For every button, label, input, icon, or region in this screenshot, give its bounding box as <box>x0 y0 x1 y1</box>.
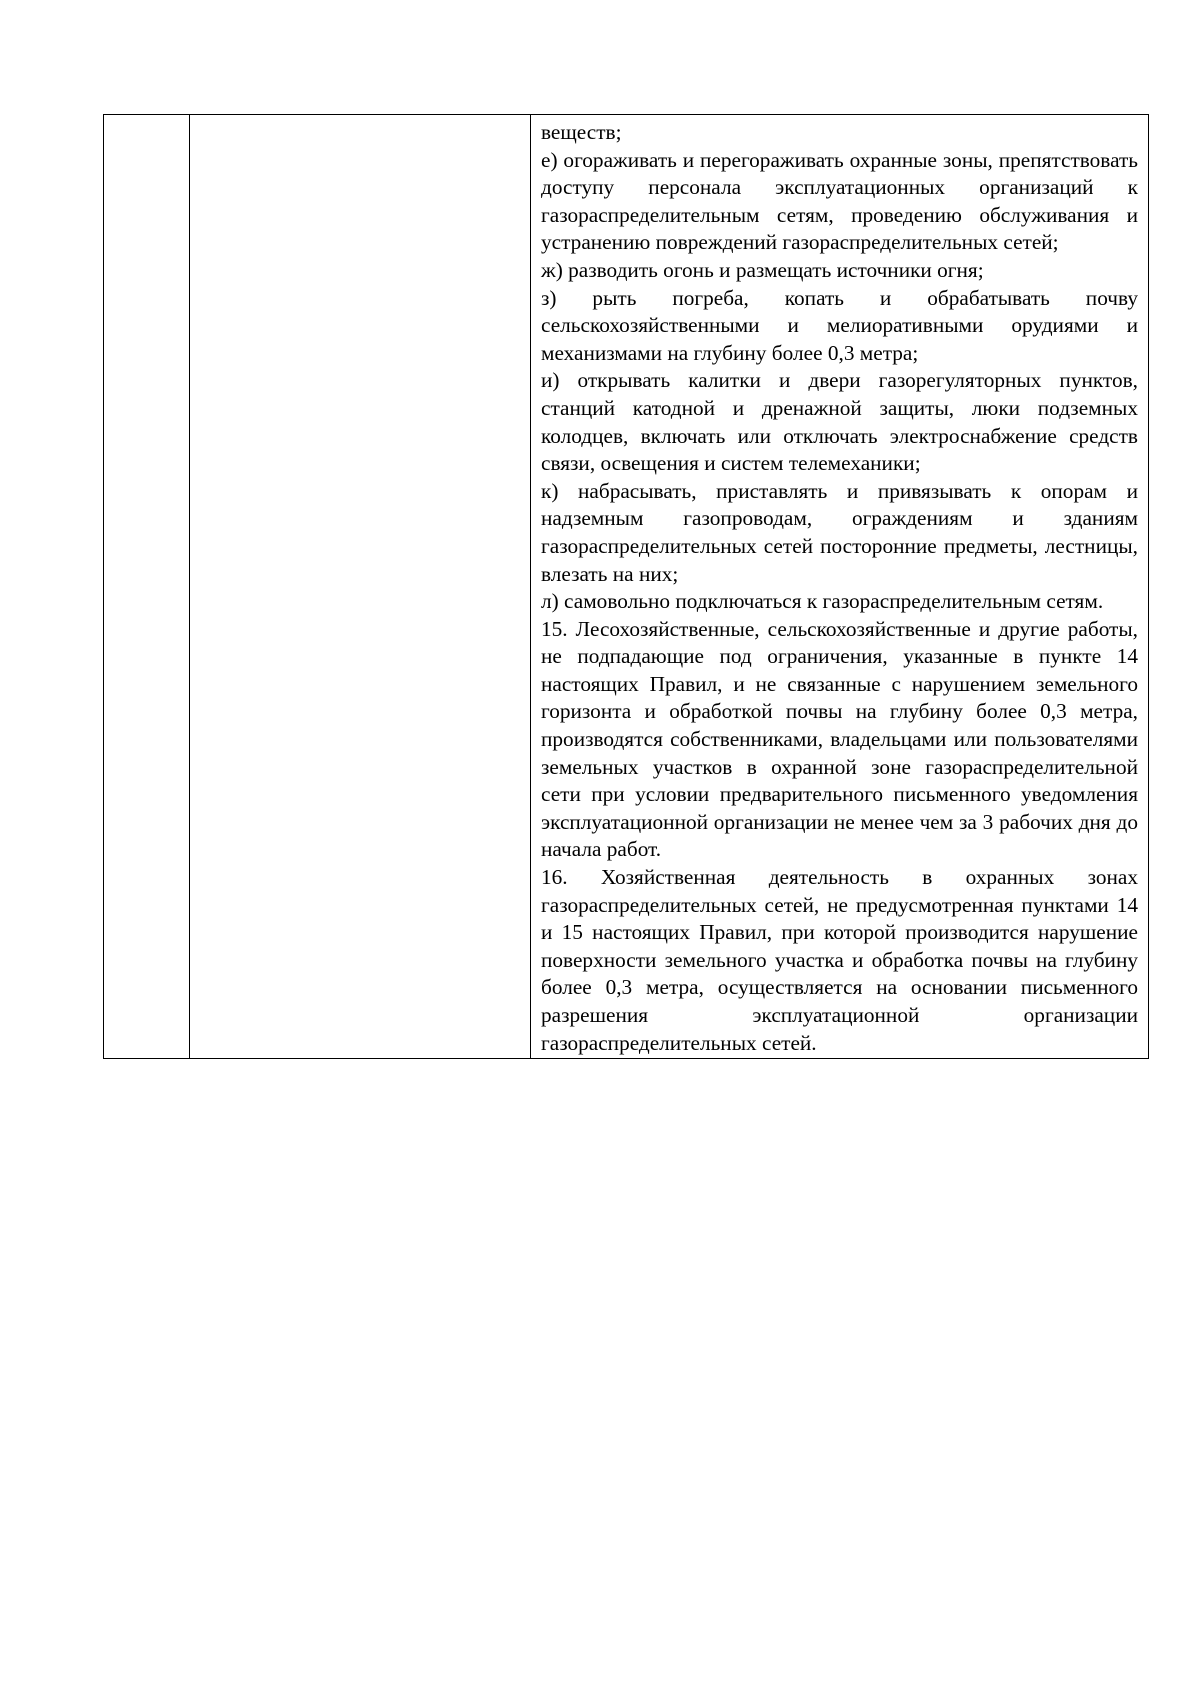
paragraph-item-z: з) рыть погреба, копать и обрабатывать почву сельскохозяйственными и мелиоративными орудиями и механизмами на глубину более 0,3 метра; <box>541 285 1138 365</box>
paragraph-item-e: е) огораживать и перегораживать охранные зоны, препятствовать доступу персонала эксплуатационных организаций к газораспределительным сетям, проведению обслуживания и устранению повреждений газораспределительных сетей; <box>541 147 1138 255</box>
paragraph-continuation: веществ; <box>541 120 622 144</box>
paragraph-item-k: к) набрасывать, приставлять и привязывать к опорам и надземным газопроводам, ограждениям и зданиям газораспределительных сетей посторонние предметы, лестницы, влезать на них; <box>541 478 1138 586</box>
table-cell-title <box>190 115 531 1059</box>
table-row <box>104 115 1149 1059</box>
paragraph-clause-15: 15. Лесохозяйственные, сельскохозяйственные и другие работы, не подпадающие под ограничения, указанные в пункте 14 настоящих Правил, и не связанные с нарушением земельного горизонта и обработкой почвы на глубину более 0,3 метра, производятся собственниками, владельцами или пользователями земельных участков в охранной зоне газораспределительной сети при условии предварительного письменного уведомления эксплуатационной организации не менее чем за 3 рабочих дня до начала работ. <box>541 616 1138 862</box>
paragraph-item-l: л) самовольно подключаться к газораспределительным сетям. <box>541 589 1104 614</box>
paragraph-item-i: и) открывать калитки и двери газорегуляторных пунктов, станций катодной и дренажной защиты, люки подземных колодцев, включать или отключать электроснабжение средств связи, освещения и систем телемеханики; <box>541 368 1138 476</box>
paragraph-clause-16: 16. Хозяйственная деятельность в охранных зонах газораспределительных сетей, не предусмотренная пунктами 14 и 15 настоящих Правил, при которой производится нарушение поверхности земельного участка и обработка почвы на глубину более 0,3 метра, осуществляется на основании письменного разрешения эксплуатационной организации газораспределительных сетей. <box>541 865 1138 1055</box>
table-cell-number <box>104 115 190 1059</box>
table-cell-text <box>531 115 1149 1059</box>
paragraph-item-zh: ж) разводить огонь и размещать источники огня; <box>541 257 984 282</box>
document-table <box>103 114 1149 1059</box>
